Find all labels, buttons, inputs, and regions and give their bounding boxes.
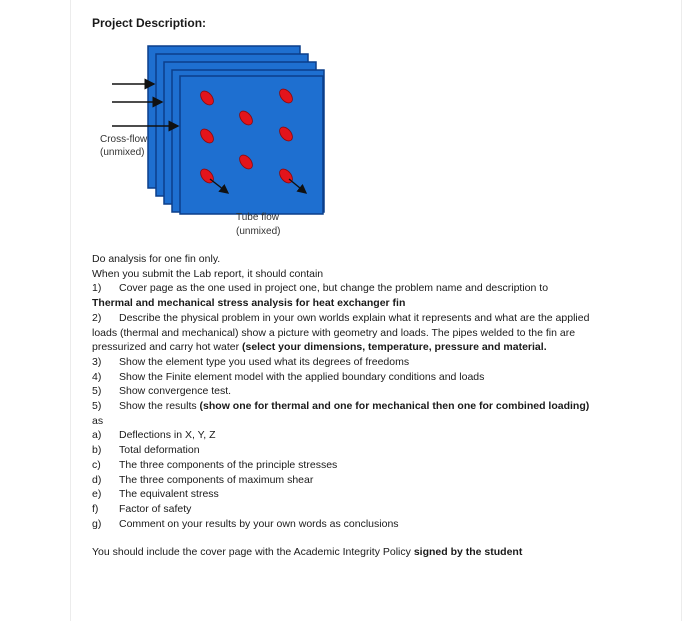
list-item: 5) Show convergence test. [92, 385, 232, 398]
tubeflow-sublabel: (unmixed) [236, 226, 281, 237]
tubeflow-label: Tube flow [236, 212, 279, 223]
list-item: d) The three components of maximum shear [92, 473, 314, 486]
intro-line: Do analysis for one fin only. [92, 253, 221, 265]
list-item: e) The equivalent stress [92, 488, 219, 501]
list-item: 4) Show the Finite element model with the applied boundary conditions and loads [92, 370, 485, 383]
list-item: 3) Show the element type you used what its degrees of freedoms [92, 355, 410, 368]
list-item: g) Comment on your results by your own words as conclusions [92, 517, 399, 530]
list-item: f) Factor of safety [92, 502, 192, 515]
crossflow-label: Cross-flow [100, 134, 148, 145]
list-item: 5) Show the results (show one for thermal and one for mechanical then one for combined loading) as [92, 400, 590, 427]
document-title: Project Description: [92, 16, 207, 30]
list-item: 1) Cover page as the one used in project one, but change the problem name and description to Thermal and mechanical stress analysis for heat exchanger fin [92, 282, 549, 310]
list-item: b) Total deformation [92, 444, 200, 457]
intro-line: When you submit the Lab report, it should contain [92, 267, 324, 280]
crossflow-sublabel: (unmixed) [100, 147, 145, 158]
footer-note: You should include the cover page with the Academic Integrity Policy signed by the student [92, 546, 523, 559]
instructions-body [92, 252, 597, 560]
list-item: c) The three components of the principle stresses [92, 458, 338, 471]
list-item: a) Deflections in X, Y, Z [92, 429, 216, 442]
heat-exchanger-diagram [90, 38, 330, 243]
list-item: 2) Describe the physical problem in your own worlds explain what it represents and what are the applied loads (thermal and mechanical) show a picture with geometry and loads. The pipes welded to the fin are pressurized and carry hot water (select your dimensions, temperature, pressure and material. [92, 311, 590, 354]
